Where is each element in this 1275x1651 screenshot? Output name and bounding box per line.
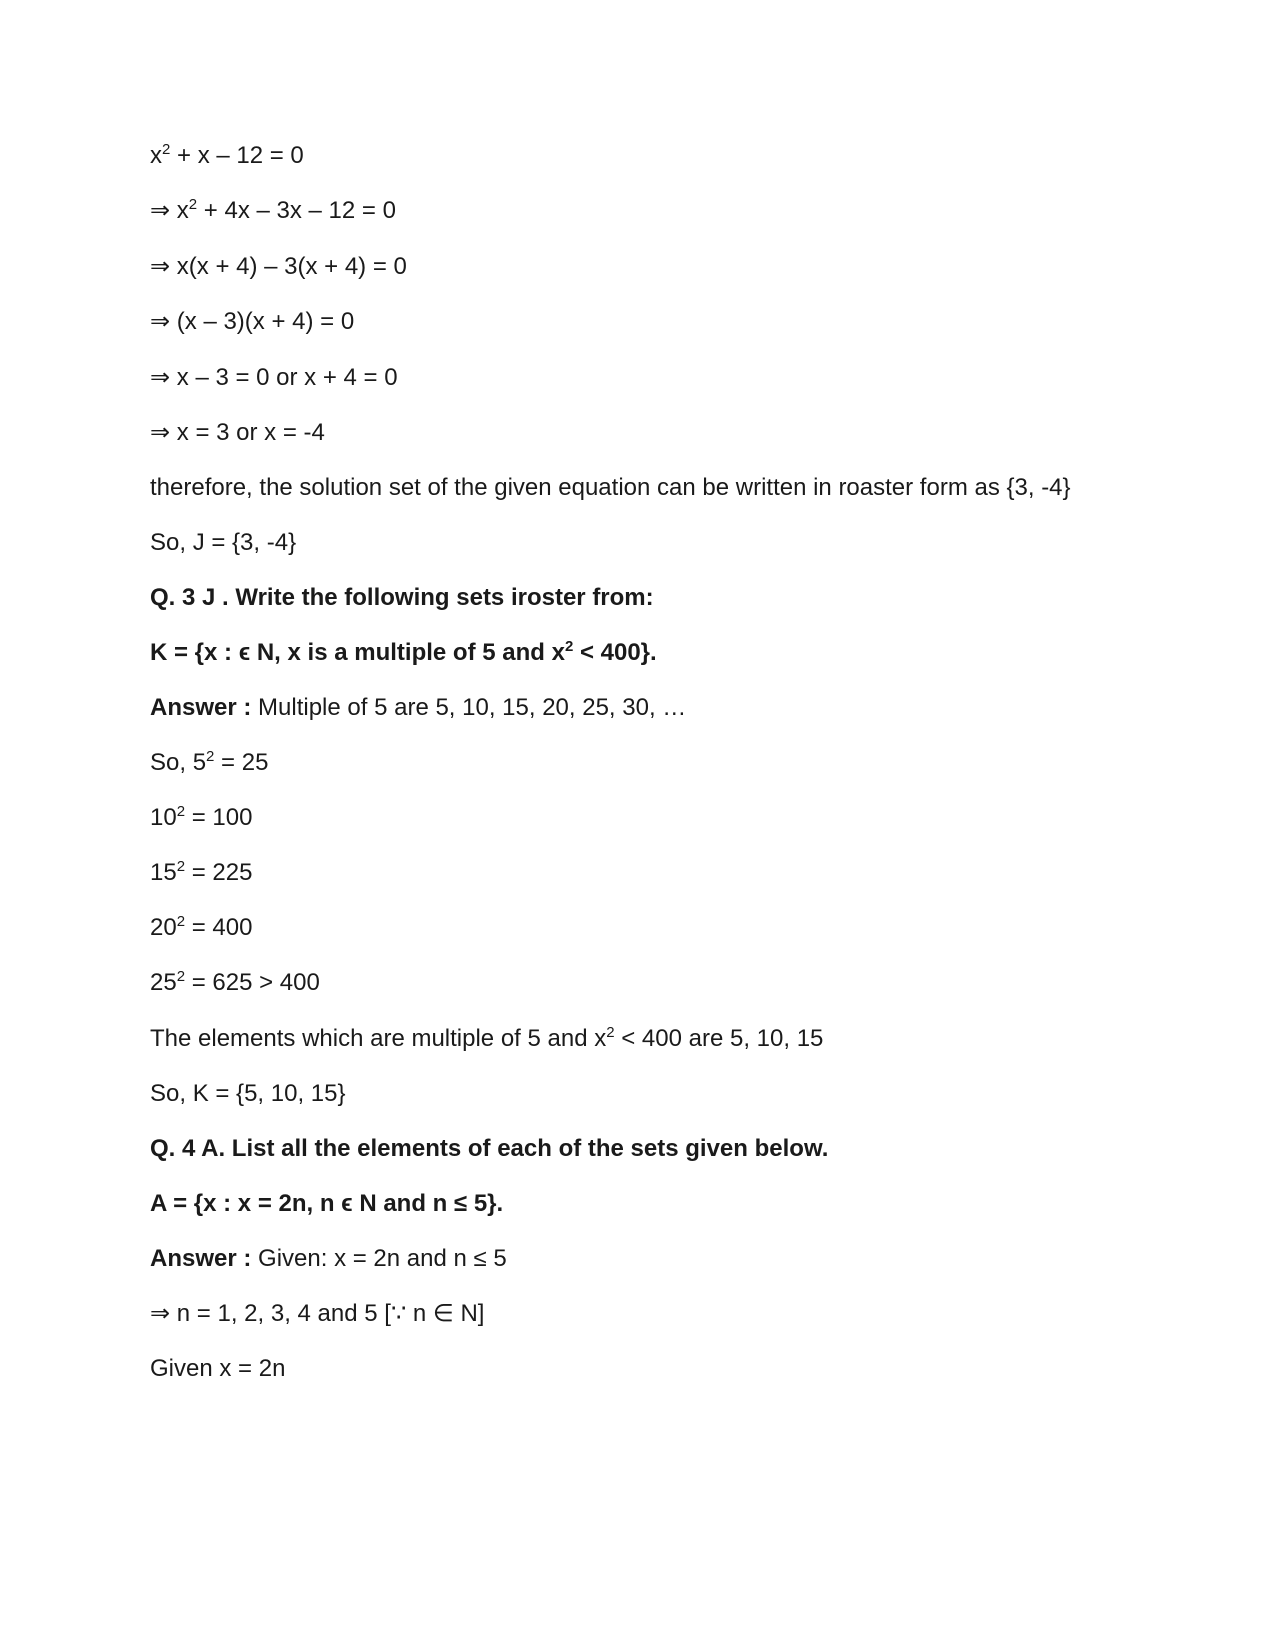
square-line-20: $20^2 = 400$	[150, 913, 253, 941]
square-line-15: $15^2 = 225$	[150, 858, 253, 886]
answer-label: Answer :	[150, 694, 259, 721]
equation-line-5: ⇒ x – 3 = 0 or x + 4 = 0	[150, 364, 398, 391]
elements-statement: The elements which are multiple of 5 and $x^2 < 400$ are 5, 10, 15	[150, 1024, 824, 1052]
solution-set-j: So, J = {3, -4}	[150, 529, 297, 556]
square-line-10: $10^2 = 100$	[150, 803, 253, 831]
square-line-5: So, $5^2 = 25$	[150, 748, 269, 776]
question-heading-q4a: Q. 4 A. List all the elements of each of the sets given below.	[150, 1135, 829, 1162]
question-set-k: K = {x : ϵ N, x is a multiple of 5 and $x^2 < 400$}.	[150, 638, 657, 666]
equation-line-2: ⇒ $x^2 + 4x - 3x - 12 = 0$	[150, 196, 396, 224]
answer-line-k: Answer : Multiple of 5 are 5, 10, 15, 20, 25, 30, …	[150, 694, 687, 721]
solution-statement: therefore, the solution set of the given equation can be written in roaster form as {3, -4}	[150, 474, 1071, 501]
answer-label: Answer :	[150, 1245, 259, 1272]
equation-line-3: ⇒ x(x + 4) – 3(x + 4) = 0	[150, 253, 407, 280]
question-set-a: A = {x : x = 2n, n ϵ N and n ≤ 5}.	[150, 1190, 504, 1217]
given-x-line: Given x = 2n	[150, 1355, 286, 1382]
equation-line-4: ⇒ (x – 3)(x + 4) = 0	[150, 308, 355, 335]
n-values-line: ⇒ n = 1, 2, 3, 4 and 5 [∵ n ∈ N]	[150, 1300, 485, 1327]
solution-set-k: So, K = {5, 10, 15}	[150, 1080, 346, 1107]
square-line-25: $25^2 = 625 > 400$	[150, 968, 320, 996]
answer-line-a: Answer : Given: x = 2n and n ≤ 5	[150, 1245, 507, 1272]
equation-line-6: ⇒ x = 3 or x = -4	[150, 419, 325, 446]
equation-line-1: $x^2 + x - 12 = 0$	[150, 141, 304, 169]
question-heading-q3j: Q. 3 J . Write the following sets iroster from:	[150, 584, 654, 611]
